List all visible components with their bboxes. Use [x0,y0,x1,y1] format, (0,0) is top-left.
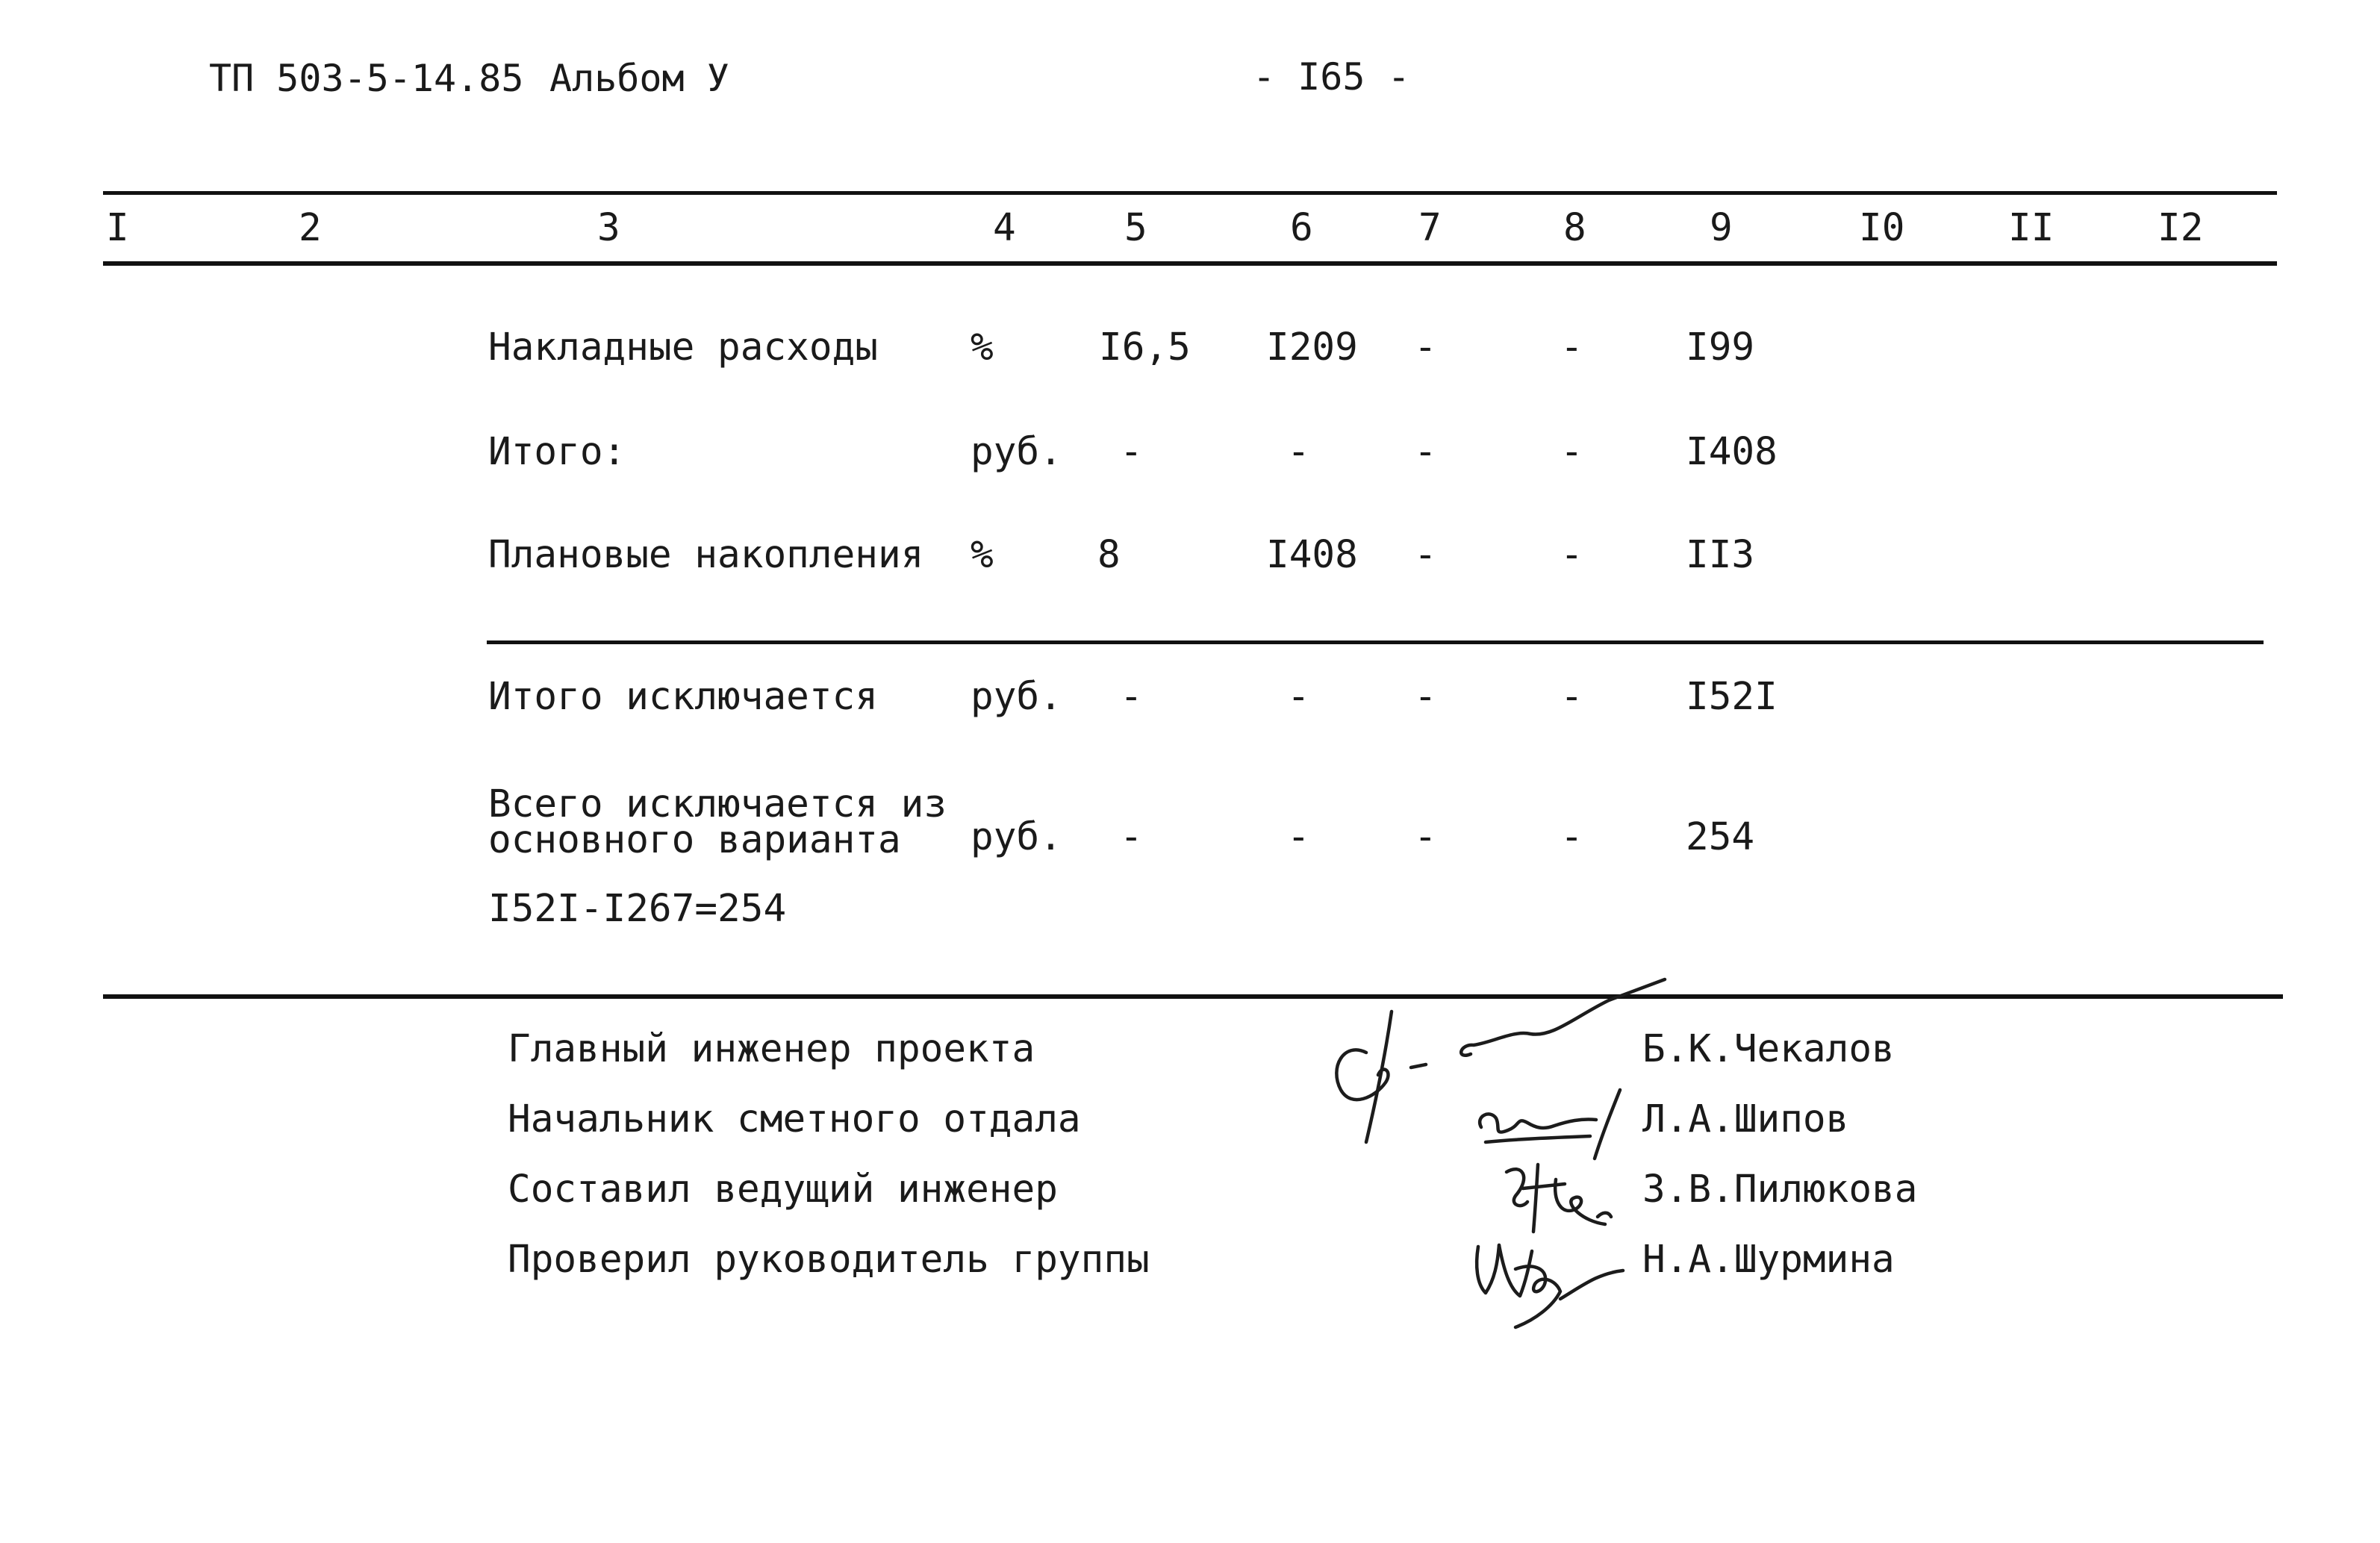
row-label-line-2: основного варианта [488,818,901,862]
row-cell-5: I6,5 [1099,325,1191,370]
row-cell-5: 8 [1097,533,1121,577]
signatory-name: Б.К.Чекалов [1642,1027,1895,1071]
page-number: - I65 - [1253,55,1410,99]
row-unit: руб. [971,815,1062,859]
row-cell-5: - [1120,675,1143,719]
row-cell-9: 254 [1686,815,1755,859]
table-top-rule [103,191,2277,195]
row-unit: руб. [971,675,1062,719]
row-cell-9: II3 [1686,533,1755,577]
row-cell-9: I408 [1686,430,1778,474]
handwritten-signature-group-leader [1463,1224,1657,1336]
column-header: I [106,206,129,250]
calculation-note: I52I-I267=254 [488,887,787,931]
row-cell-8: - [1560,533,1583,577]
column-header: II [2008,206,2055,250]
table-bottom-rule [103,994,2283,999]
row-cell-8: - [1560,815,1583,859]
row-unit: руб. [971,430,1062,474]
row-unit: % [971,533,994,577]
row-cell-9: I52I [1686,675,1778,719]
column-header: 2 [299,206,322,250]
row-cell-5: - [1120,430,1143,474]
row-cell-7: - [1414,815,1437,859]
row-cell-7: - [1414,675,1437,719]
subtotal-rule [487,640,2264,644]
row-cell-6: I408 [1266,533,1358,577]
column-header: 8 [1563,206,1586,250]
column-header: 4 [993,206,1016,250]
row-cell-7: - [1414,533,1437,577]
column-header: 6 [1290,206,1313,250]
row-cell-6: - [1287,675,1310,719]
row-label: Итого исключается [488,675,878,719]
column-header: I0 [1859,206,1905,250]
column-header: 7 [1418,206,1442,250]
signature-role: Составил ведущий инженер [508,1168,1058,1212]
signatory-name: Н.А.Шурмина [1642,1238,1895,1282]
row-cell-7: - [1414,430,1437,474]
column-header: 9 [1710,206,1733,250]
signature-role: Главный инженер проекта [508,1027,1035,1071]
signatory-name: Л.А.Шипов [1642,1097,1849,1141]
row-cell-8: - [1560,325,1583,370]
signature-role: Начальник сметного отдала [508,1097,1081,1141]
column-header: 3 [597,206,620,250]
row-label: Итого: [488,430,626,474]
row-cell-6: - [1287,430,1310,474]
album-label: Альбом У [549,57,729,100]
signatory-name: З.В.Пилюкова [1642,1168,1918,1212]
signature-role: Проверил руководитель группы [508,1238,1150,1282]
table-header-rule [103,261,2277,266]
row-cell-6: - [1287,815,1310,859]
row-cell-9: I99 [1686,325,1755,370]
column-header: I2 [2158,206,2204,250]
row-label-line-1: Всего исключается из [488,782,947,826]
column-header: 5 [1124,206,1147,250]
row-cell-6: I209 [1266,325,1358,370]
row-cell-7: - [1414,325,1437,370]
row-cell-8: - [1560,675,1583,719]
row-label: Плановые накопления [488,533,924,577]
project-code: ТП 503-5-14.85 [209,57,524,100]
row-cell-8: - [1560,430,1583,474]
row-unit: % [971,325,994,370]
row-label: Накладные расходы [488,325,878,370]
row-cell-5: - [1120,815,1143,859]
